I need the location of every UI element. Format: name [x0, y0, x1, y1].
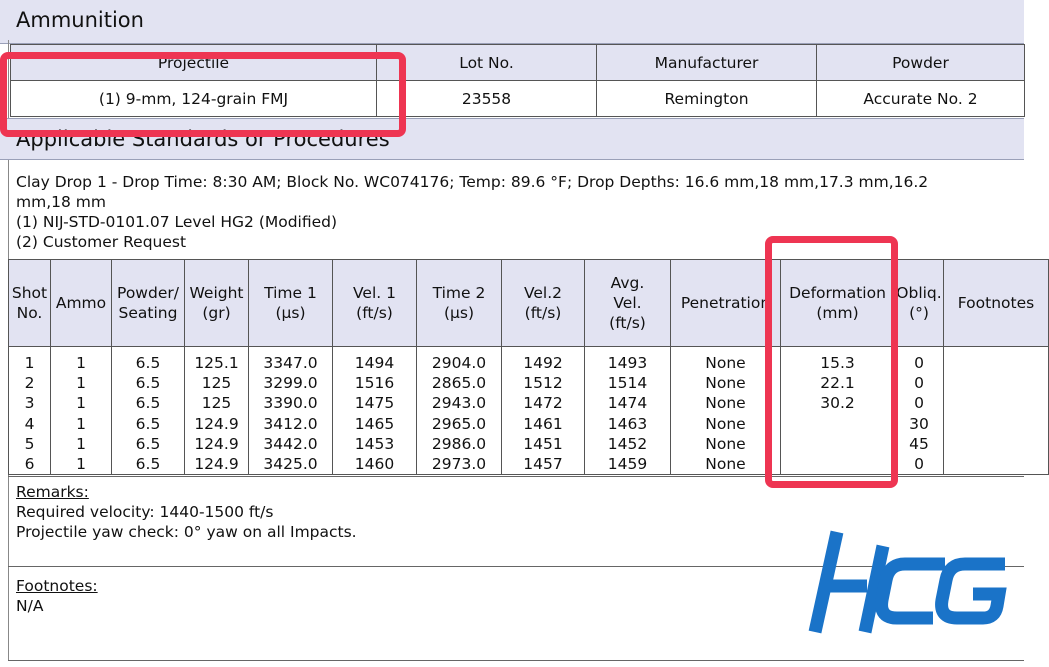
cell-vel-1: 1516: [333, 373, 417, 393]
cell-vel-1: 1494: [333, 347, 417, 374]
ammunition-section-header: [0, 0, 1024, 44]
remarks-block: [16, 482, 357, 542]
cell-avg-vel: 1514: [585, 373, 671, 393]
header-weight-line: (gr): [202, 304, 231, 322]
projectile-value: (1) 9-mm, 124-grain FMJ: [11, 81, 377, 117]
cell-vel-2: 1472: [502, 393, 585, 413]
cell-obliquity: 0: [895, 347, 944, 374]
cell-vel-1: 1475: [333, 393, 417, 413]
cell-avg-vel: 1463: [585, 414, 671, 434]
header-footnotes-line: Footnotes: [957, 294, 1035, 312]
cell-time-2: 2973.0: [417, 454, 502, 475]
cell-time-2: 2986.0: [417, 434, 502, 454]
cell-time-2: 2904.0: [417, 347, 502, 374]
header-ammo: [51, 260, 112, 347]
cell-vel-2: 1461: [502, 414, 585, 434]
cell-ammo: 1: [51, 393, 112, 413]
cell-obliquity: 0: [895, 454, 944, 475]
cell-weight: 124.9: [185, 414, 249, 434]
header-projectile: Projectile: [11, 45, 377, 81]
header-penetration: [671, 260, 781, 347]
cell-time-1: 3442.0: [249, 434, 333, 454]
header-powder-seating-line: Powder/: [117, 284, 179, 302]
header-avg-vel-line: Avg.: [610, 274, 645, 292]
header-vel-2-line: Vel.2: [523, 284, 563, 302]
cell-vel-2: 1512: [502, 373, 585, 393]
cell-shot-no: 1: [9, 347, 51, 374]
footnotes-block: [16, 576, 98, 616]
header-vel-2-line: (ft/s): [524, 304, 562, 322]
cell-penetration: None: [671, 454, 781, 475]
header-time-2-line: (μs): [443, 304, 475, 322]
standards-line-1: Clay Drop 1 - Drop Time: 8:30 AM; Block No. WC074176; Temp: 89.6 °F; Drop Depths: 16.6 mm,18 mm,17.3 mm,16.2: [16, 173, 929, 191]
cell-ammo: 1: [51, 347, 112, 374]
cell-vel-2: 1451: [502, 434, 585, 454]
cell-vel-1: 1453: [333, 434, 417, 454]
cell-ammo: 1: [51, 414, 112, 434]
header-shot-no: [9, 260, 51, 347]
cell-footnotes: [944, 434, 1049, 454]
cell-footnotes: [944, 373, 1049, 393]
projectile-highlight: [0, 52, 406, 137]
cell-time-1: 3425.0: [249, 454, 333, 475]
footnotes-title: Footnotes:: [16, 577, 98, 595]
header-time-1-line: Time 1: [264, 284, 317, 302]
cell-shot-no: 3: [9, 393, 51, 413]
lot-no-value: 23558: [377, 81, 597, 117]
cell-footnotes: [944, 347, 1049, 374]
cell-footnotes: [944, 393, 1049, 413]
cell-time-1: 3347.0: [249, 347, 333, 374]
cell-deformation: 22.1: [781, 373, 895, 393]
header-weight: [185, 260, 249, 347]
deformation-highlight: [765, 236, 898, 488]
cell-footnotes: [944, 414, 1049, 434]
cell-weight: 125: [185, 393, 249, 413]
cell-obliquity: 0: [895, 393, 944, 413]
cell-avg-vel: 1474: [585, 393, 671, 413]
cell-penetration: None: [671, 373, 781, 393]
header-powder: Powder: [817, 45, 1025, 81]
cell-powder-seating: 6.5: [112, 373, 185, 393]
standards-title: Applicable Standards or Procedures: [16, 127, 390, 151]
header-obliquity-line: Obliq.: [896, 284, 942, 302]
cell-obliquity: 0: [895, 373, 944, 393]
cell-obliquity: 30: [895, 414, 944, 434]
cell-penetration: None: [671, 393, 781, 413]
header-vel-1: [333, 260, 417, 347]
header-footnotes: [944, 260, 1049, 347]
header-avg-vel: [585, 260, 671, 347]
standards-line-3: (1) NIJ-STD-0101.07 Level HG2 (Modified): [16, 213, 338, 231]
header-time-1-line: (μs): [275, 304, 306, 322]
powder-value: Accurate No. 2: [817, 81, 1025, 117]
cell-penetration: None: [671, 347, 781, 374]
header-vel-1-line: Vel. 1: [353, 284, 396, 302]
header-avg-vel-line: (ft/s): [609, 314, 646, 332]
bottom-divider: [8, 660, 1024, 661]
cell-powder-seating: 6.5: [112, 347, 185, 374]
cell-time-1: 3412.0: [249, 414, 333, 434]
cell-shot-no: 6: [9, 454, 51, 475]
header-powder-seating: [112, 260, 185, 347]
hcg-logo: [805, 528, 1010, 638]
cell-ammo: 1: [51, 454, 112, 475]
cell-vel-2: 1457: [502, 454, 585, 475]
standards-line-4: (2) Customer Request: [16, 233, 187, 251]
cell-shot-no: 5: [9, 434, 51, 454]
cell-weight: 125: [185, 373, 249, 393]
cell-time-1: 3299.0: [249, 373, 333, 393]
cell-powder-seating: 6.5: [112, 393, 185, 413]
header-deformation-line: (mm): [816, 304, 859, 322]
header-weight-line: Weight: [189, 284, 244, 302]
cell-shot-no: 2: [9, 373, 51, 393]
remarks-line-1: Required velocity: 1440-1500 ft/s: [16, 503, 274, 521]
cell-ammo: 1: [51, 434, 112, 454]
cell-weight: 124.9: [185, 454, 249, 475]
cell-powder-seating: 6.5: [112, 454, 185, 475]
cell-vel-1: 1465: [333, 414, 417, 434]
cell-avg-vel: 1452: [585, 434, 671, 454]
cell-weight: 125.1: [185, 347, 249, 374]
cell-vel-2: 1492: [502, 347, 585, 374]
cell-avg-vel: 1459: [585, 454, 671, 475]
cell-vel-1: 1460: [333, 454, 417, 475]
cell-deformation: 30.2: [781, 393, 895, 413]
cell-time-2: 2943.0: [417, 393, 502, 413]
cell-time-2: 2865.0: [417, 373, 502, 393]
header-shot-no-line: Shot: [11, 284, 48, 302]
cell-powder-seating: 6.5: [112, 414, 185, 434]
header-manufacturer: Manufacturer: [597, 45, 817, 81]
header-shot-no-line: No.: [16, 304, 43, 322]
header-avg-vel-line: Vel.: [613, 294, 642, 312]
header-vel-2: [502, 260, 585, 347]
cell-powder-seating: 6.5: [112, 434, 185, 454]
cell-avg-vel: 1493: [585, 347, 671, 374]
cell-penetration: None: [671, 414, 781, 434]
cell-penetration: None: [671, 434, 781, 454]
cell-obliquity: 45: [895, 434, 944, 454]
cell-weight: 124.9: [185, 434, 249, 454]
standards-line-2: mm,18 mm: [16, 193, 106, 211]
header-time-1: [249, 260, 333, 347]
cell-shot-no: 4: [9, 414, 51, 434]
header-time-2: [417, 260, 502, 347]
ammunition-title: Ammunition: [16, 8, 144, 32]
cell-ammo: 1: [51, 373, 112, 393]
cell-time-1: 3390.0: [249, 393, 333, 413]
header-obliquity-line: (°): [909, 304, 929, 322]
header-powder-seating-line: Seating: [118, 304, 178, 322]
footnotes-value: N/A: [16, 597, 44, 615]
manufacturer-value: Remington: [597, 81, 817, 117]
cell-deformation: 15.3: [781, 347, 895, 374]
header-vel-1-line: (ft/s): [356, 304, 393, 322]
cell-time-2: 2965.0: [417, 414, 502, 434]
header-ammo-line: Ammo: [55, 294, 107, 312]
header-lot-no: Lot No.: [377, 45, 597, 81]
header-obliquity: [895, 260, 944, 347]
cell-footnotes: [944, 454, 1049, 475]
header-time-2-line: Time 2: [432, 284, 486, 302]
remarks-title: Remarks:: [16, 483, 89, 501]
header-penetration-line: Penetration: [680, 294, 771, 312]
header-deformation-line: Deformation: [789, 284, 886, 302]
remarks-line-2: Projectile yaw check: 0° yaw on all Impacts.: [16, 523, 357, 541]
